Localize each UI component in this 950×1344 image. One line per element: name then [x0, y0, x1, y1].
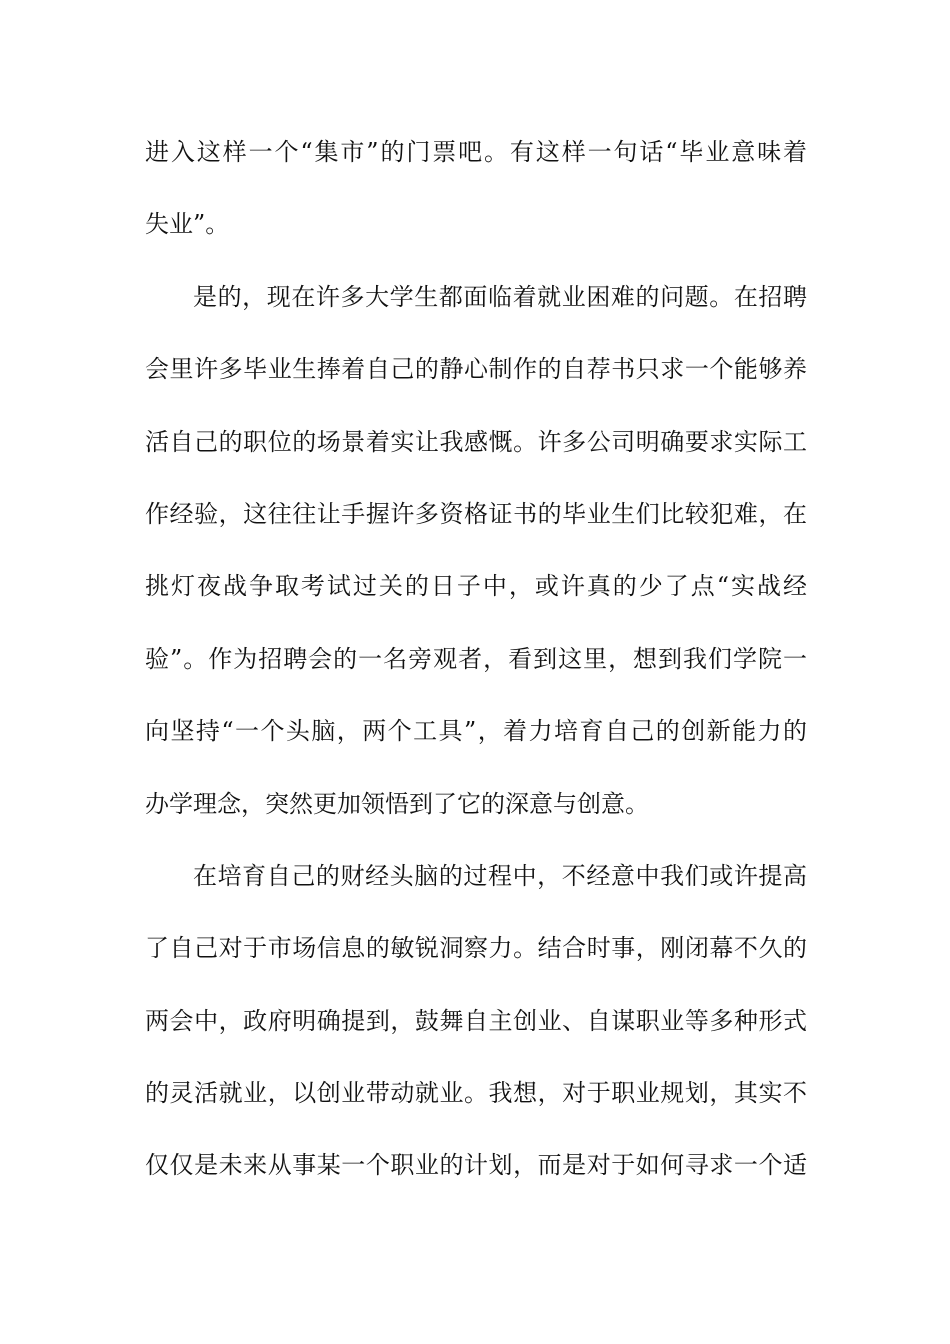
text-line: 失业”。 [145, 210, 230, 239]
text-line: 挑灯夜战争取考试过关的日子中，或许真的少了点“实战经 [145, 572, 807, 601]
text-line: 两会中，政府明确提到，鼓舞自主创业、自谋职业等多种形式 [145, 1006, 807, 1035]
text-line: 作经验，这往往让手握许多资格证书的毕业生们比较犯难，在 [145, 499, 807, 528]
text-line: 在培育自己的财经头脑的过程中，不经意中我们或许提高 [193, 861, 807, 890]
text-line: 了自己对于市场信息的敏锐洞察力。结合时事，刚闭幕不久的 [145, 934, 807, 963]
text-line: 进入这样一个“集市”的门票吧。有这样一句话“毕业意味着 [145, 138, 807, 166]
text-line: 是的，现在许多大学生都面临着就业困难的问题。在招聘 [193, 282, 807, 311]
text-line: 向坚持“一个头脑，两个工具”，着力培育自己的创新能力的 [145, 717, 807, 746]
text-line: 办学理念，突然更加领悟到了它的深意与创意。 [145, 789, 649, 818]
text-line: 仅仅是未来从事某一个职业的计划，而是对于如何寻求一个适 [145, 1151, 807, 1180]
document-body [145, 128, 807, 1214]
text-line: 的灵活就业，以创业带动就业。我想，对于职业规划，其实不 [145, 1079, 807, 1108]
text-line: 会里许多毕业生捧着自己的静心制作的自荐书只求一个能够养 [145, 355, 807, 384]
text-line: 活自己的职位的场景着实让我感慨。许多公司明确要求实际工 [145, 427, 807, 456]
text-line: 验”。作为招聘会的一名旁观者，看到这里，想到我们学院一 [145, 644, 807, 673]
